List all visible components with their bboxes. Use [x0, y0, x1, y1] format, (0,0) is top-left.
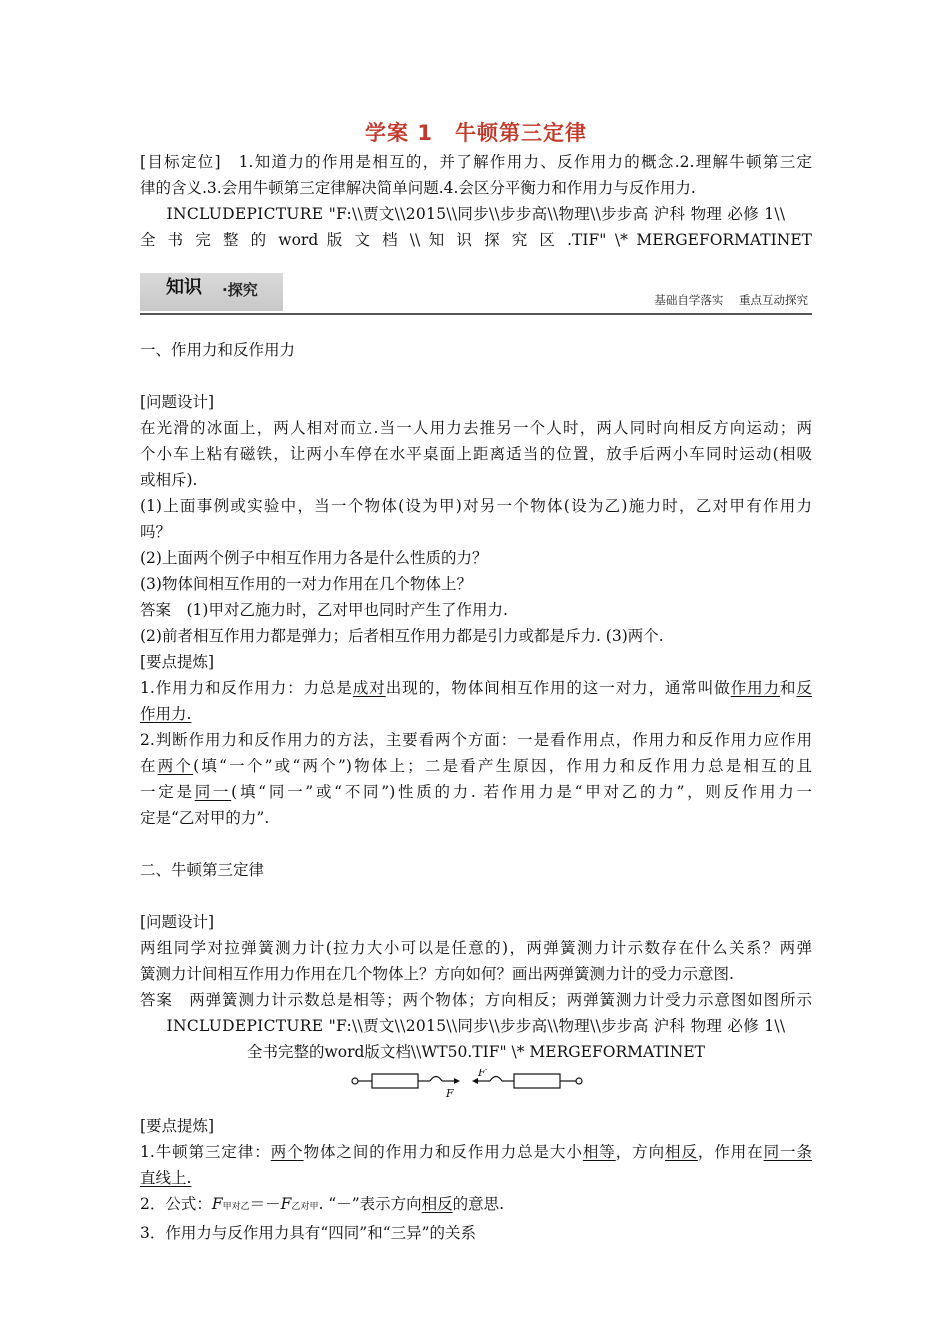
- section-1-design-line: 个小车上粘有磁铁，让两小车停在水平桌面上距离适当的位置，放手后两小车同时运动(相吸: [140, 445, 812, 463]
- question-2: (2)上面两个例子中相互作用力各是什么性质的力？: [140, 549, 488, 567]
- include-field-2-line-2: 全书完整的word版文档\\WT50.TIF" \* MERGEFORMATINET: [246, 1043, 706, 1061]
- section-1-design-line: 或相斥).: [140, 471, 198, 489]
- blank-answer: 成对: [352, 679, 386, 697]
- formula-line: 2．公式：F甲对乙＝－F乙对甲. “－”表示方向相反的意思.: [140, 1195, 505, 1213]
- page-title: 学案 1 牛顿第三定律: [365, 121, 587, 145]
- section-2-heading: 二、牛顿第三定律: [140, 861, 265, 879]
- include-field-2-line-1: INCLUDEPICTURE "F:\\贾文\\2015\\同步\\步步高\\物理\\步步高 沪科 物理 必修 1\\: [166, 1017, 786, 1035]
- question-1-line-2: 吗？: [140, 523, 172, 541]
- goal-line-1: [目标定位] 1.知道力的作用是相互的，并了解作用力、反作用力的概念.2.理解牛顿第三定: [140, 153, 812, 171]
- key-point-1-line-2: [140, 701, 812, 727]
- document-page: [140, 118, 812, 1246]
- key-point-2-line-2: 在两个(填“一个”或“两个”)物体上；二是看产生原因，作用力和反作用力总是相互的且: [140, 757, 812, 775]
- section-2-answer: 答案 两弹簧测力计示数总是相等；两个物体；方向相反；两弹簧测力计受力示意图如图所示: [140, 991, 812, 1009]
- force-label-f: F: [446, 1087, 454, 1100]
- banner-tagline: 基础自学落实 重点互动探究: [654, 293, 808, 307]
- blank-answer: 相等: [582, 1143, 616, 1161]
- blank-answer: 作用力: [730, 679, 781, 697]
- blank-answer: 同一条: [763, 1143, 812, 1161]
- answer-1: 答案 (1)甲对乙施力时，乙对甲也同时产生了作用力.: [140, 601, 508, 619]
- section-2-key-label: [要点提炼]: [140, 1117, 215, 1135]
- section-2-design-label: [问题设计]: [140, 913, 215, 931]
- spring-scale-diagram: [350, 1069, 600, 1101]
- blank-answer: 相反: [665, 1143, 698, 1161]
- blank-answer: 两个: [157, 757, 194, 775]
- banner-title: 知识: [166, 277, 202, 298]
- newton-law-line-2: [140, 1165, 812, 1191]
- banner-background: [140, 273, 283, 311]
- section-banner: [140, 267, 812, 315]
- blank-answer: 两个: [270, 1143, 304, 1161]
- key-point-1-line-1: 1.作用力和反作用力：力总是成对出现的，物体间相互作用的这一对力，通常叫做作用力和反: [140, 679, 812, 697]
- goal-line-2: 律的含义.3.会用牛顿第三定律解决简单问题.4.会区分平衡力和作用力与反作用力.: [140, 179, 696, 197]
- section-1-design-label: [问题设计]: [140, 393, 215, 411]
- include-field-1-line-1: INCLUDEPICTURE "F:\\贾文\\2015\\同步\\步步高\\物理\\步步高 沪科 物理 必修 1\\: [166, 205, 786, 223]
- section-1-design-line: 在光滑的冰面上，两人相对而立.当一人用力去推另一个人时，两人同时向相反方向运动；两: [140, 419, 812, 437]
- answer-2: (2)前者相互作用力都是弹力；后者相互作用力都是引力或都是斥力. (3)两个.: [140, 627, 664, 645]
- blank-answer: 同一: [194, 783, 232, 801]
- include-field-1-line-2: 全 书 完 整 的 word 版 文 档 \\ 知 识 探 究 区 .TIF" \* MERGEFORMATINET: [140, 231, 812, 249]
- relation-line: 3．作用力与反作用力具有“四同”和“三异”的关系: [140, 1224, 477, 1242]
- key-point-2-line-3: 一定是同一(填“同一”或“不同”)性质的力. 若作用力是“甲对乙的力”，则反作用力一: [140, 783, 812, 801]
- blank-answer: 相反: [421, 1195, 453, 1213]
- blank-answer: 作用力.: [140, 705, 192, 723]
- key-point-2-line-1: 2.判断作用力和反作用力的方法，主要看两个方面：一是看作用点，作用力和反作用力应作用: [140, 731, 812, 749]
- blank-answer: 直线上.: [140, 1169, 192, 1187]
- section-2-design-line: 簧测力计间相互作用力作用在几个物体上？方向如何？画出两弹簧测力计的受力示意图.: [140, 965, 734, 983]
- section-1-key-label: [要点提炼]: [140, 653, 215, 671]
- key-point-2-line-4: 定是“乙对甲的力”.: [140, 809, 270, 827]
- blank-answer: 反: [796, 679, 812, 697]
- section-2-design-line: 两组同学对拉弹簧测力计(拉力大小可以是任意的)，两弹簧测力计示数存在什么关系？两弹: [140, 939, 812, 957]
- section-1-heading: 一、作用力和反作用力: [140, 341, 296, 359]
- question-3: (3)物体间相互作用的一对力作用在几个物体上？: [140, 575, 472, 593]
- spring-scale-figure: [140, 1069, 812, 1103]
- newton-law-line-1: 1.牛顿第三定律：两个物体之间的作用力和反作用力总是大小相等，方向相反，作用在同一条: [140, 1143, 812, 1161]
- banner-subtitle: ·探究: [222, 281, 258, 299]
- question-1-line-1: (1)上面事例或实验中，当一个物体(设为甲)对另一个物体(设为乙)施力时，乙对甲有作用力: [140, 497, 812, 515]
- force-label-f-prime: F′: [478, 1069, 489, 1079]
